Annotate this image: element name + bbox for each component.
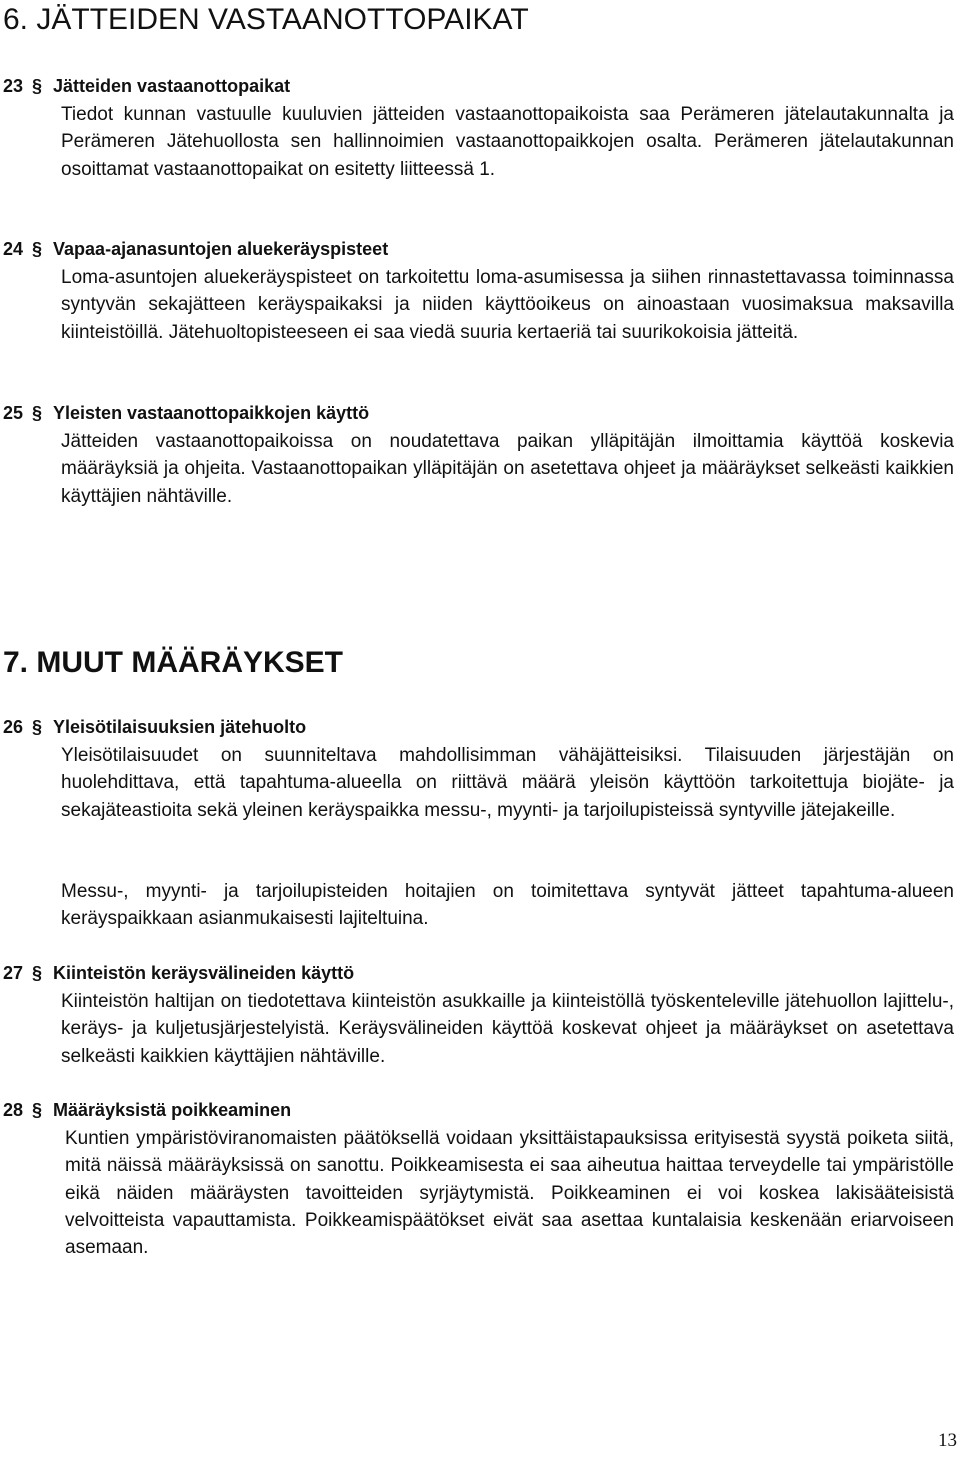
section-title-text: Jätteiden vastaanottopaikat [53, 76, 291, 96]
section-sign: § [32, 963, 43, 983]
section-sign: § [32, 403, 43, 423]
section-paragraph: Jätteiden vastaanottopaikoissa on noudatettava paikan ylläpitäjän ilmoittamia käyttöä koskevia määräyksiä ja ohjeita. Vastaanottopaikan ylläpitäjän on asetettava ohjeet ja määräykset selkeästi kaikkien käyttäjien nähtäville. [61, 431, 954, 507]
section-number: 27 [3, 963, 24, 983]
section-title-text: Kiinteistön keräysvälineiden käyttö [53, 963, 355, 983]
section-title-text: Määräyksistä poikkeaminen [53, 1100, 292, 1120]
section-paragraph: Tiedot kunnan vastuulle kuuluvien jätteiden vastaanottopaikoista saa Perämeren jätelautakunnalta ja Perämeren Jätehuollosta sen hallinnoimien vastaanottopaikkojen osalta. Perämeren jätelautakunnan osoittamat vastaanottopaikat on esitetty liitteessä 1. [61, 104, 954, 180]
section-number: 26 [3, 717, 24, 737]
section-sign: § [32, 76, 43, 96]
section-title [3, 236, 388, 262]
section-paragraph: Loma-asuntojen aluekeräyspisteet on tarkoitettu loma-asumisessa ja siihen rinnastettavassa toiminnassa syntyvän sekajätteen keräyspaikaksi ja niiden käyttöoikeus on ainoastaan vuosimaksua maksavilla kiinteistöillä. Jätehuoltopisteeseen ei saa viedä suuria kertaeriä tai suurikokoisia jätteitä. [61, 267, 954, 343]
section-number: 28 [3, 1100, 24, 1120]
section-number: 23 [3, 76, 24, 96]
page-number: 13 [938, 1430, 957, 1451]
section-number: 24 [3, 239, 24, 259]
section-title-text: Yleisötilaisuuksien jätehuolto [53, 717, 307, 737]
section-title [3, 714, 306, 740]
section-sign: § [32, 717, 43, 737]
section-title-text: Yleisten vastaanottopaikkojen käyttö [53, 403, 370, 423]
section-title-text: Vapaa-ajanasuntojen aluekeräyspisteet [53, 239, 389, 259]
section-sign: § [32, 1100, 43, 1120]
section-title [3, 1097, 291, 1123]
section-sign: § [32, 239, 43, 259]
chapter-heading-6: 6. JÄTTEIDEN VASTAANOTTOPAIKAT [3, 3, 529, 36]
section-number: 25 [3, 403, 24, 423]
section-title [3, 400, 369, 426]
section-title [3, 73, 290, 99]
section-paragraph: Kiinteistön haltijan on tiedotettava kiinteistön asukkaille ja kiinteistöllä työskenteleville jätehuollon lajittelu-, keräys- ja kuljetusjärjestelyistä. Keräysvälineiden käyttöä koskevat ohjeet ja määräykset on asetettava selkeästi kaikkien käyttäjien nähtäville. [61, 991, 954, 1067]
section-paragraph: Messu-, myynti- ja tarjoilupisteiden hoitajien on toimitettava syntyvät jätteet tapahtuma-alueen keräyspaikkaan asianmukaisesti lajiteltuina. [61, 881, 954, 930]
section-title [3, 960, 354, 986]
chapter-heading-7: 7. MUUT MÄÄRÄYKSET [3, 646, 344, 679]
section-paragraph: Yleisötilaisuudet on suunniteltava mahdollisimman vähäjätteisiksi. Tilaisuuden järjestäjän on huolehdittava, että tapahtuma-alueella on riittävä määrä yleisön käyttöön tarkoitettuja biojäte- ja sekajäteastioita sekä yleinen keräyspaikka messu-, myynti- ja tarjoilupisteissä syntyville jätejakeille. [61, 745, 954, 821]
section-paragraph: Kuntien ympäristöviranomaisten päätöksellä voidaan yksittäistapauksissa erityisestä syystä poiketa siitä, mitä näissä määräyksissä on sanottu. Poikkeamisesta ei saa aiheutua haittaa terveydelle tai ympäristölle eikä näiden määräysten tavoitteiden syrjäytymistä. Poikkeaminen ei voi koskea lakisääteisistä velvoitteista vapauttamista. Poikkeamispäätökset eivät saa asettaa kuntalaisia keskenään eriarvoiseen asemaan. [65, 1128, 954, 1259]
